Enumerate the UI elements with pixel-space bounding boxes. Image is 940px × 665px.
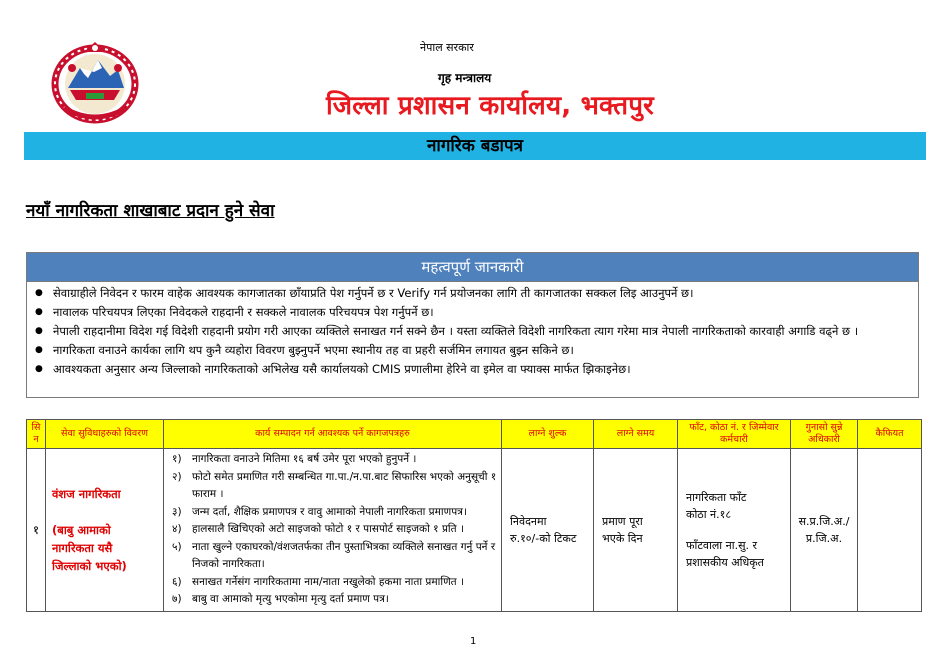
nepal-emblem-icon [50, 38, 140, 126]
document-list [164, 449, 501, 611]
header-fee: लाग्ने शुल्क [502, 420, 594, 449]
bullet-icon: ● [35, 326, 43, 336]
info-item: ● नेपाली राहदानीमा विदेश गई विदेशी राहदानी प्रयोग गरी आएका व्यक्तिले सनाखत गर्न सक्ने छैन । यस्ता व्यक्तिले विदेशी नागरिकता त्याग गरेमा मात्र नेपाली नागरिकताको कारवाही अगाडि वढ्ने छ । [35, 322, 912, 341]
table-header-row [27, 420, 922, 449]
service-title: वंशज नागरिकता [52, 486, 121, 501]
document-item: ३) जन्म दर्ता, शैक्षिक प्रमाणपत्र र वावु आमाको नेपाली नागरिकता प्रमाणपत्र। [172, 505, 467, 518]
row-service [46, 449, 164, 612]
table-row [27, 449, 922, 612]
row-fee: निवेदनमा रु.१०/-को टिकट [502, 449, 594, 612]
office-name: जिल्ला प्रशासन कार्यालय, भक्तपुर [326, 91, 655, 121]
row-documents [164, 449, 502, 612]
service-table [26, 419, 922, 612]
service-subtitle: जिल्लाको भएको) [52, 558, 127, 573]
document-item: २) फोटो समेत प्रमाणित गरी सम्बन्धित गा.पा./न.पा.बाट सिफारिस भएको अनुसूची १ फाराम । [172, 470, 497, 500]
document-item: ६) सनाखत गर्नेसंग नागरिकतामा नाम/नाता नखुलेको हकमा नाता प्रमाणित । [172, 575, 464, 588]
bullet-icon: ● [35, 364, 43, 374]
header-remarks: कैफियत [858, 420, 922, 449]
document-item: ५) नाता खुल्ने एकाघरको/वंशजतर्फका तीन पुस्ताभित्रका व्यक्तिले सनाखत गर्नु पर्ने र निजको नागरिकता। [172, 540, 496, 570]
row-grievance: स.प्र.जि.अ./ प्र.जि.अ. [791, 449, 858, 612]
row-sn: १ [27, 449, 46, 612]
page-number: 1 [470, 636, 477, 647]
info-item: ● आवश्यकता अनुसार अन्य जिल्लाको नागरिकताको अभिलेख यसै कार्यालयको CMIS प्रणालीमा हेरिने वा इमेल वा फ्याक्स मार्फत झिकाइनेछ। [35, 360, 912, 379]
important-info-box [26, 252, 919, 398]
header-grievance: गुनासो सुन्ने अधिकारी [791, 420, 858, 449]
document-item: ७) बाबु वा आमाको मृत्यु भएकोमा मृत्यु दर्ता प्रमाण पत्र। [172, 593, 389, 605]
info-item: ● सेवाग्राहीले निवेदन र फारम वाहेक आवश्यक कागजातका छाँयाप्रति पेश गर्नुपर्ने छ र Verify गर्न प्रयोजनका लागि ती कागजातका सक्कल लिइ आउनुपर्ने छ। [35, 284, 912, 303]
row-remarks [858, 449, 922, 612]
service-subtitle: नागरिकता यसै [52, 540, 113, 555]
header-sn: सि न [27, 420, 46, 449]
info-item: ● नावालक परिचयपत्र लिएका निवेदकले राहदानी र सक्कले नावालक परिचयपत्र पेश गर्नुपर्ने छ। [35, 303, 912, 322]
service-subtitle: (बाबु आमाको [52, 522, 111, 537]
citizen-charter-title: नागरिक बडापत्र [24, 132, 926, 160]
document-item: १) नागरिकता वनाउने मितिमा १६ बर्ष उमेर पूरा भएको हुनुपर्ने । [172, 453, 417, 465]
bullet-icon: ● [35, 345, 43, 355]
header-time: लाग्ने समय [594, 420, 678, 449]
header-responsible: फाँट, कोठा नं. र जिम्मेवार कर्मचारी [678, 420, 791, 449]
row-time: प्रमाण पूरा भएके दिन [594, 449, 678, 612]
bullet-icon: ● [35, 288, 43, 298]
important-info-title: महत्वपूर्ण जानकारी [27, 253, 918, 282]
section-heading: नयाँ नागरिकता शाखाबाट प्रदान हुने सेवा [26, 201, 275, 221]
ministry-name: गृह मन्त्रालय [438, 71, 492, 85]
info-item: ● नागरिकता वनाउने कार्यका लागि थप कुनै व्यहोरा विवरण बुझ्नुपर्ने भएमा स्थानीय तह वा प्रहरी सर्जमिन लगायत बुझ्न सकिने छ। [35, 341, 912, 360]
government-name: नेपाल सरकार [420, 41, 474, 54]
document-item: ४) हालसालै खिचिएको अटो साइजको फोटो १ र पासपोर्ट साइजको १ प्रति । [172, 523, 464, 535]
row-responsible: नागरिकता फाँट कोठा नं.१८ फाँटवाला ना.सु. र प्रशासकीय अधिकृत [678, 449, 791, 612]
important-info-list [27, 282, 918, 379]
header-documents: कार्य सम्पादन गर्न आवश्यक पर्ने कागजपत्रहरु [164, 420, 502, 449]
header-service: सेवा सुविधाहरुको विवरण [46, 420, 164, 449]
bullet-icon: ● [35, 307, 43, 317]
